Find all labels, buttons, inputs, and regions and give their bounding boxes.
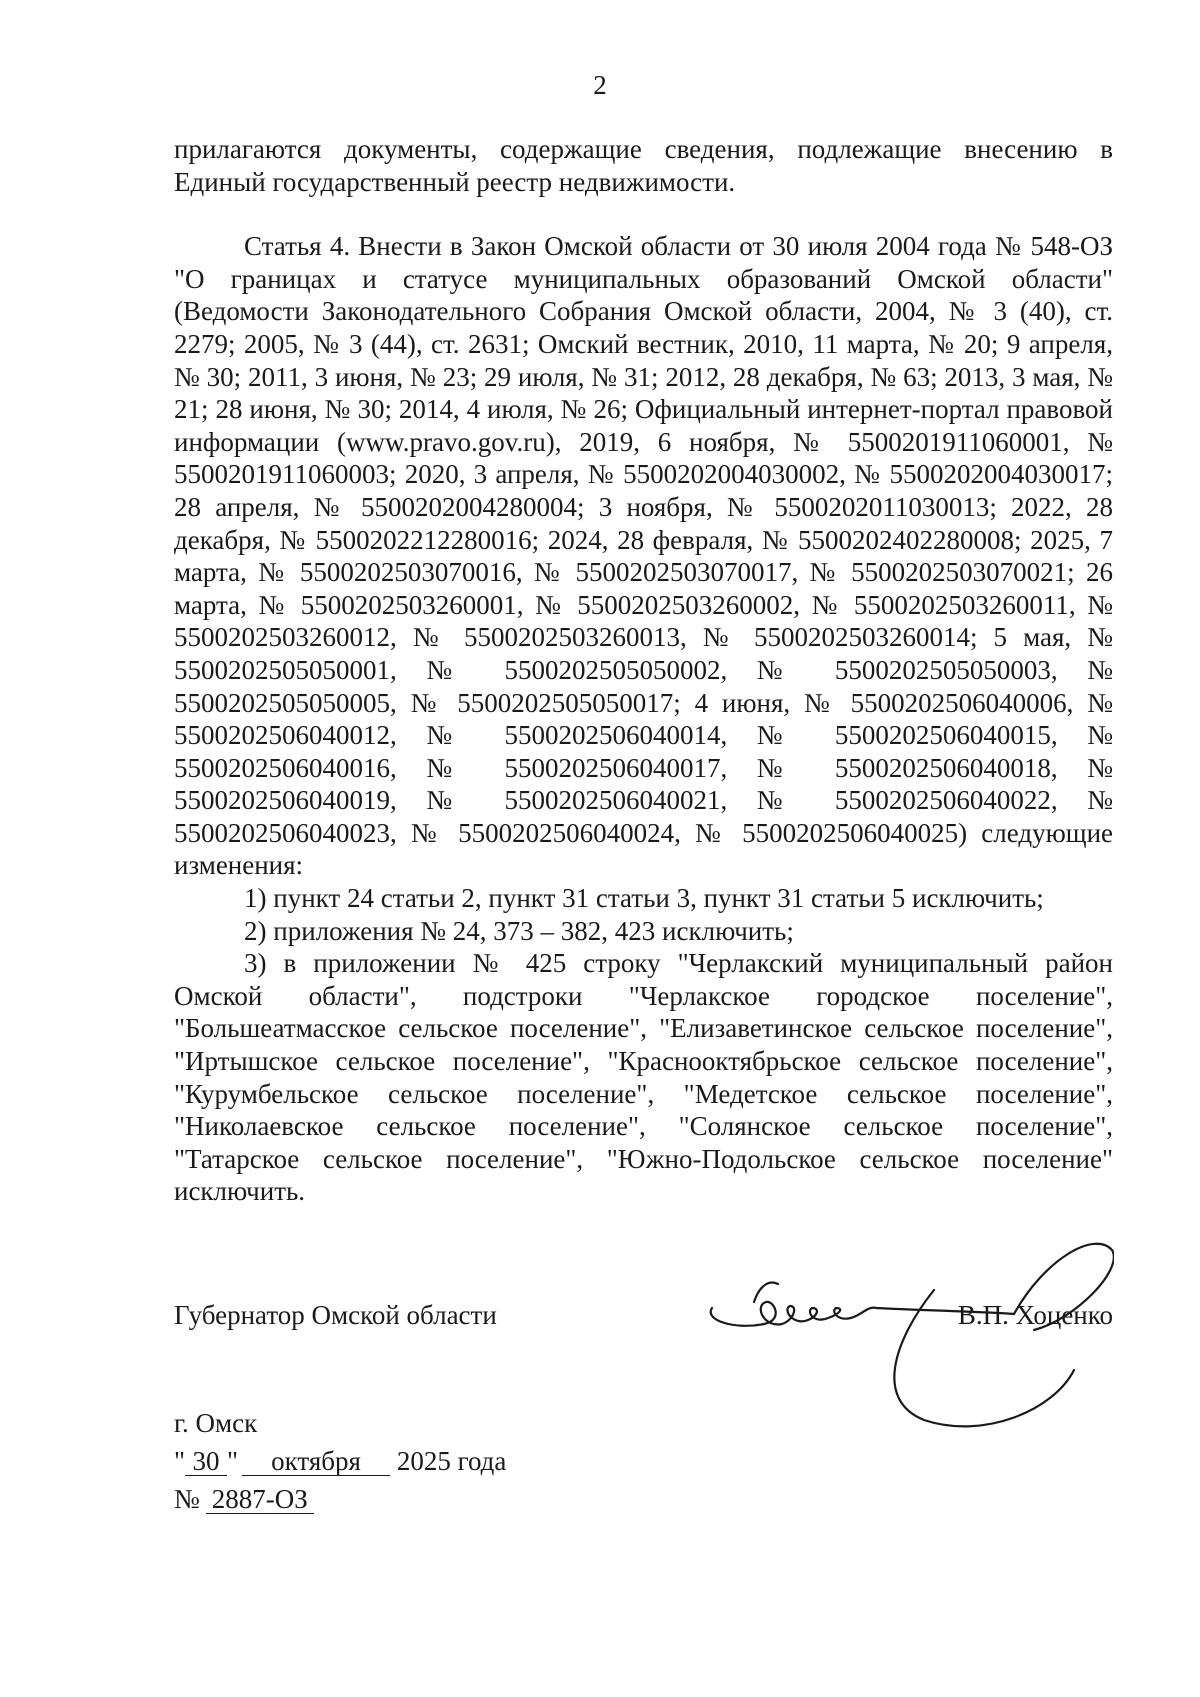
paragraph-gap [174, 198, 1113, 230]
paragraph-article-4: Статья 4. Внести в Закон Омской области от 30 июля 2004 года № 548-ОЗ "О границах и статусе муниципальных образований Омской области" (Ведомости Законодательного Собрания Омской области, 2004, № 3 (40), ст. 2279; 2005, № 3 (44), ст. 2631; Омский вестник, 2010, 11 марта, № 20; 9 апреля, № 30; 2011, 3 июня, № 23; 29 июля, № 31; 2012, 28 декабря, № 63; 2013, 3 мая, № 21; 28 июня, № 30; 2014, 4 июля, № 26; Официальный интернет-портал правовой информации (www.pravo.gov.ru), 2019, 6 ноября, № 5500201911060001, № 5500201911060003; 2020, 3 апреля, № 5500202004030002, № 5500202004030017; 28 апреля, № 5500202004280004; 3 ноября, № 5500202011030013; 2022, 28 декабря, № 5500202212280016; 2024, 28 февраля, № 5500202402280008; 2025, 7 марта, № 5500202503070016, № 5500202503070017, № 5500202503070021; 26 марта, № 5500202503260001, № 5500202503260002, № 5500202503260011, № 5500202503260012, № 5500202503260013, № 5500202503260014; 5 мая, № 5500202505050001, № 5500202505050002, № 5500202505050003, № 5500202505050005, № 5500202505050017; 4 июня, № 5500202506040006, № 5500202506040012, № 5500202506040014, № 5500202506040015, № 5500202506040016, № 5500202506040017, № 5500202506040018, № 5500202506040019, № 5500202506040021, № 5500202506040022, № 5500202506040023, № 5500202506040024, № 5500202506040025) следующие изменения: [174, 231, 1113, 881]
place-of-signing: г. Омск [174, 1408, 258, 1438]
handwritten-signature [694, 1220, 1114, 1450]
signatory-title: Губернатор Омской области [174, 1300, 497, 1330]
date-day: 30 [185, 1447, 227, 1476]
date-month: октября [242, 1447, 390, 1476]
document-footer [174, 1404, 506, 1518]
signing-date [174, 1442, 506, 1480]
number-sign: № [174, 1484, 200, 1514]
page-number: 2 [593, 70, 607, 100]
paragraph-item-2: 2) приложения № 24, 373 – 382, 423 исключить; [244, 915, 794, 946]
paragraph-continuation: прилагаются документы, содержащие сведения, подлежащие внесению в Единый государственный реестр недвижимости. [174, 134, 1113, 197]
document-body [174, 133, 1113, 1208]
date-year: 2025 года [396, 1446, 507, 1476]
quote-close: " [227, 1446, 239, 1476]
law-number [174, 1480, 506, 1518]
signatory-name: В.П. Хоценко [957, 1300, 1113, 1330]
quote-open: " [174, 1446, 186, 1476]
law-number-value: 2887-ОЗ [206, 1485, 314, 1514]
paragraph-item-1: 1) пункт 24 статьи 2, пункт 31 статьи 3, пункт 31 статьи 5 исключить; [244, 883, 1044, 914]
paragraph-item-3: 3) в приложении № 425 строку "Черлакский муниципальный район Омской области", подстроки "Черлакское городское поселение", "Большеатмасское сельское поселение", "Елизаветинское сельское поселение", "Иртышское сельское поселение", "Краснооктябрьское сельское поселение", "Курумбельское сельское поселение", "Медетское сельское поселение", "Николаевское сельское поселение", "Солянское сельское поселение", "Татарское сельское поселение", "Южно-Подольское сельское поселение" исключить. [174, 948, 1113, 1207]
